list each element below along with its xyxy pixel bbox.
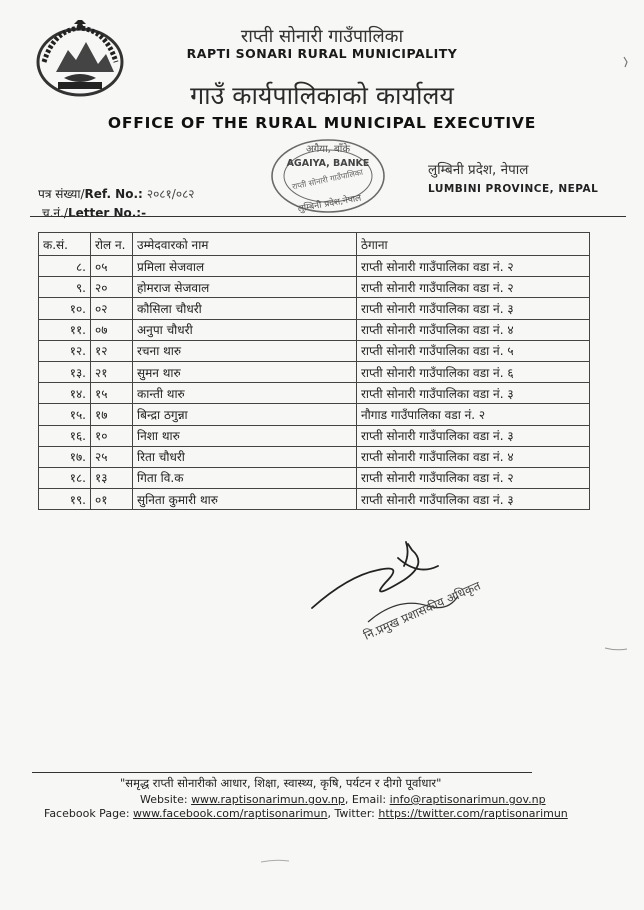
header-serial: क.सं. (39, 233, 91, 256)
cell-name: रचना थारु (133, 340, 357, 361)
cell-address: नौगाड गाउँपालिका वडा नं. २ (357, 404, 590, 425)
cell-address: राप्ती सोनारी गाउँपालिका वडा नं. २ (357, 467, 590, 488)
cell-roll: १२ (91, 340, 133, 361)
website-label: Website: (140, 793, 188, 806)
office-name-english: OFFICE OF THE RURAL MUNICIPAL EXECUTIVE (107, 114, 537, 132)
table-row (39, 298, 590, 319)
cell-roll: २० (91, 277, 133, 298)
cell-name: प्रमिला सेजवाल (133, 256, 357, 277)
cell-serial: १३. (39, 361, 91, 382)
cell-serial: १६. (39, 425, 91, 446)
header-name: उम्मेदवारको नाम (133, 233, 357, 256)
twitter-label: , Twitter: (327, 807, 375, 820)
cell-address: राप्ती सोनारी गाउँपालिका वडा नं. ३ (357, 383, 590, 404)
cell-serial: ११. (39, 319, 91, 340)
email-link[interactable]: info@raptisonarimun.gov.np (389, 793, 546, 806)
table-header-row (39, 233, 590, 256)
reference-number (38, 185, 195, 202)
ref-label-english: Ref. No.: (84, 187, 143, 201)
facebook-link[interactable]: www.facebook.com/raptisonarimun (133, 807, 328, 820)
cell-name: निशा थारु (133, 425, 357, 446)
table-row (39, 340, 590, 361)
cell-name: सुनिता कुमारी थारु (133, 489, 357, 510)
cell-serial: १७. (39, 446, 91, 467)
province-english: LUMBINI PROVINCE, NEPAL (428, 183, 599, 195)
cell-roll: २५ (91, 446, 133, 467)
cell-name: कान्ती थारु (133, 383, 357, 404)
table-row (39, 256, 590, 277)
cell-serial: १२. (39, 340, 91, 361)
cell-name: रिता चौधरी (133, 446, 357, 467)
email-label: , Email: (344, 793, 387, 806)
header-roll: रोल न. (91, 233, 133, 256)
letter-number (42, 204, 146, 221)
cell-roll: ०५ (91, 256, 133, 277)
cell-serial: १०. (39, 298, 91, 319)
seal-text-top: अगैया, बाँके (306, 144, 350, 155)
cell-serial: ८. (39, 256, 91, 277)
footer-divider (32, 772, 532, 773)
seal-text-bottom: लुम्बिनी प्रदेश,नेपाल (297, 193, 363, 215)
ref-value: २०८१/०८२ (146, 187, 195, 201)
officer-signature (308, 536, 488, 646)
ref-label-nepali: पत्र संख्या/ (38, 187, 85, 201)
cell-serial: १८. (39, 467, 91, 488)
cell-roll: १३ (91, 467, 133, 488)
province-nepali: लुम्बिनी प्रदेश, नेपाल (428, 162, 529, 178)
scan-mark (622, 56, 630, 68)
letter-label-english: Letter No.:- (67, 206, 147, 220)
scan-mark (260, 858, 290, 864)
cell-address: राप्ती सोनारी गाउँपालिका वडा नं. ४ (357, 319, 590, 340)
table-row (39, 404, 590, 425)
footer-motto: "समृद्ध राप्ती सोनारीको आधार, शिक्षा, स्वास्थ्य, कृषि, पर्यटन र दीगो पूर्वाधार" (120, 776, 442, 790)
twitter-link[interactable]: https://twitter.com/raptisonarimun (378, 807, 568, 820)
scan-mark (604, 646, 628, 652)
cell-roll: ०१ (91, 489, 133, 510)
signature-title: नि.प्रमुख प्रशासकीय अधिकृत (361, 578, 483, 643)
cell-roll: ०७ (91, 319, 133, 340)
seal-text-mid: AGAIYA, BANKE (286, 158, 370, 169)
table-row (39, 319, 590, 340)
cell-name: कौसिला चौधरी (133, 298, 357, 319)
table-row (39, 277, 590, 298)
cell-address: राप्ती सोनारी गाउँपालिका वडा नं. ४ (357, 446, 590, 467)
cell-name: सुमन थारु (133, 361, 357, 382)
cell-roll: १० (91, 425, 133, 446)
cell-name: अनुपा चौधरी (133, 319, 357, 340)
seal-text-ring: राप्ती सोनारी गाउँपालिका (291, 167, 364, 192)
cell-name: बिन्द्रा ठगुन्ना (133, 404, 357, 425)
cell-address: राप्ती सोनारी गाउँपालिका वडा नं. ३ (357, 298, 590, 319)
cell-roll: २१ (91, 361, 133, 382)
cell-roll: १७ (91, 404, 133, 425)
cell-serial: १५. (39, 404, 91, 425)
footer-social (44, 807, 568, 820)
cell-address: राप्ती सोनारी गाउँपालिका वडा नं. २ (357, 277, 590, 298)
candidate-table (38, 232, 590, 510)
cell-address: राप्ती सोनारी गाउँपालिका वडा नं. ६ (357, 361, 590, 382)
cell-address: राप्ती सोनारी गाउँपालिका वडा नं. ३ (357, 489, 590, 510)
table-row (39, 467, 590, 488)
table-row (39, 489, 590, 510)
cell-name: गिता वि.क (133, 467, 357, 488)
cell-name: होमराज सेजवाल (133, 277, 357, 298)
table-row (39, 383, 590, 404)
cell-address: राप्ती सोनारी गाउँपालिका वडा नं. ५ (357, 340, 590, 361)
cell-serial: १४. (39, 383, 91, 404)
cell-address: राप्ती सोनारी गाउँपालिका वडा नं. २ (357, 256, 590, 277)
table-row (39, 446, 590, 467)
table-row (39, 361, 590, 382)
cell-serial: ९. (39, 277, 91, 298)
letter-label-nepali: च.नं./ (42, 206, 68, 220)
cell-address: राप्ती सोनारी गाउँपालिका वडा नं. ३ (357, 425, 590, 446)
cell-roll: १५ (91, 383, 133, 404)
table-row (39, 425, 590, 446)
official-seal (268, 136, 388, 216)
footer-contact (140, 793, 546, 806)
facebook-label: Facebook Page: (44, 807, 130, 820)
municipality-name-english: RAPTI SONARI RURAL MUNICIPALITY (186, 46, 458, 61)
website-link[interactable]: www.raptisonarimun.gov.np (191, 793, 345, 806)
office-name-nepali: गाउँ कार्यपालिकाको कार्यालय (190, 81, 454, 110)
cell-roll: ०२ (91, 298, 133, 319)
cell-serial: १९. (39, 489, 91, 510)
municipality-name-nepali: राप्ती सोनारी गाउँपालिका (240, 26, 404, 47)
header-divider (30, 216, 626, 217)
header-address: ठेगाना (357, 233, 590, 256)
